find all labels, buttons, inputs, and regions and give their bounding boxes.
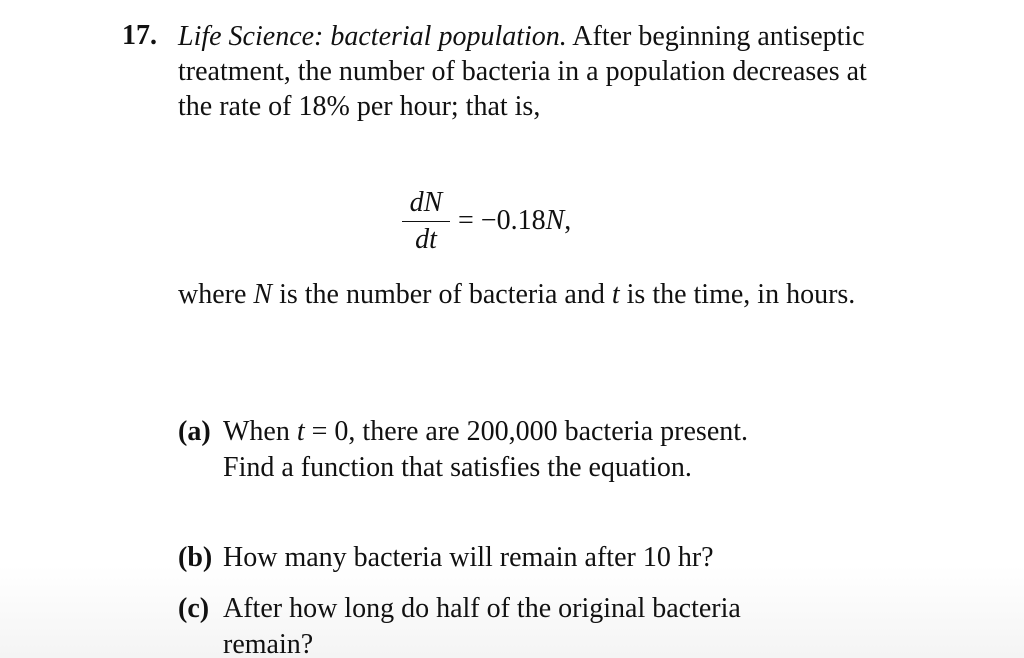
where-var-n: N — [253, 279, 273, 310]
where-text-2: is the number of bacteria and — [272, 279, 612, 310]
fraction-numerator: dN — [409, 186, 443, 218]
problem-intro — [178, 19, 868, 124]
fraction-bar — [402, 221, 450, 222]
differential-equation — [402, 184, 571, 258]
part-b-text: How many bacteria will remain after 10 hr? — [223, 542, 714, 573]
derivative-fraction — [402, 187, 450, 256]
rhs-variable: N — [545, 205, 565, 236]
part-a — [178, 414, 878, 486]
part-c — [178, 591, 878, 658]
part-b — [178, 540, 878, 576]
problem-title: Life Science: bacterial population. — [178, 21, 567, 52]
rhs-prefix: = −0.18 — [458, 205, 546, 236]
where-var-t: t — [611, 279, 620, 310]
part-c-label: (c) — [178, 593, 210, 624]
fraction-denominator: dt — [415, 223, 437, 255]
part-a-line1-pre: When — [223, 416, 297, 447]
part-a-var-t: t — [296, 416, 305, 447]
where-clause — [178, 278, 858, 312]
where-text-1: where — [178, 279, 254, 310]
part-b-label: (b) — [178, 542, 213, 573]
part-c-line2: remain? — [223, 629, 314, 658]
part-c-line1: After how long do half of the original bacteria — [223, 593, 741, 624]
part-a-label: (a) — [178, 416, 211, 447]
rhs-suffix: , — [564, 205, 572, 236]
intro-text: After beginning antiseptic treatment, the number of bacteria in a population decreases at the rate of 18% per hour; that is, — [178, 21, 867, 122]
part-a-line2: Find a function that satisfies the equation. — [223, 452, 692, 483]
part-a-line1-post: = 0, there are 200,000 bacteria present. — [304, 416, 749, 447]
problem-number: 17. — [122, 20, 157, 51]
equation-rhs — [458, 205, 571, 237]
where-text-3: is the time, in hours. — [619, 279, 856, 310]
